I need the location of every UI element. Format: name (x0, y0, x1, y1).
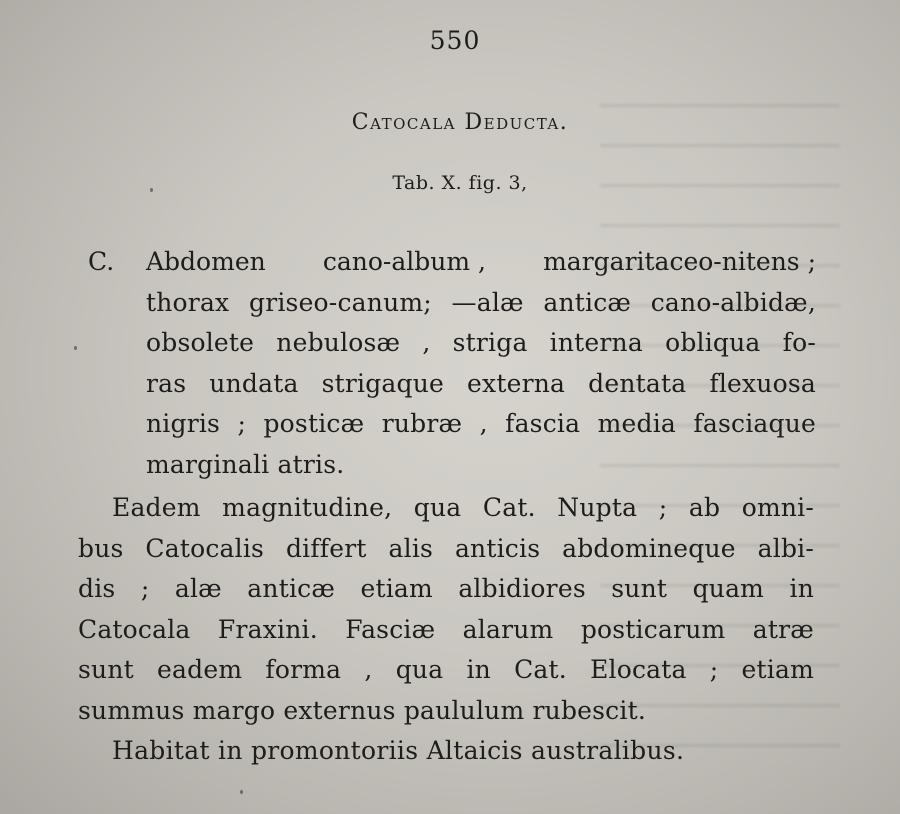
diagnosis-lines (146, 242, 816, 485)
diagnosis-marker: C. (88, 247, 115, 276)
description-paragraph (78, 488, 814, 731)
description-line: sunt eadem forma , qua in Cat. Elocata ; etiam (78, 655, 814, 684)
diagnosis-word: Abdomen (146, 247, 266, 276)
diagnosis-word: cano-album , (322, 247, 486, 276)
description-line: dis ; alæ anticæ etiam albidiores sunt quam in (78, 574, 814, 603)
description-line: Eadem magnitudine, qua Cat. Nupta ; ab omni- (112, 493, 814, 522)
description-line: summus margo externus paululum rubescit. (78, 695, 646, 725)
diagnosis-line: ras undata strigaque externa dentata flexuosa (146, 368, 816, 398)
diagnosis-line: marginali atris. (146, 449, 345, 479)
diagnosis-word: margaritaceo-nitens ; (543, 247, 816, 276)
plate-reference: Tab. X. fig. 3, (392, 172, 528, 194)
diagnosis-line: obsolete nebulosæ , striga interna obliqua fo- (146, 328, 816, 357)
ink-speck (74, 346, 77, 350)
description-line: Catocala Fraxini. Fasciæ alarum posticarum atræ (78, 614, 814, 644)
habitat-line: Habitat in promontoriis Altaicis australibus. (112, 736, 685, 765)
diagnosis-line: thorax griseo-canum; —alæ anticæ cano-albidæ, (146, 287, 816, 317)
diagnosis-line (146, 242, 816, 283)
description-line: bus Catocalis differt alis anticis abdomineque albi- (78, 533, 814, 563)
ink-speck (150, 188, 153, 192)
diagnosis-line: nigris ; posticæ rubræ , fascia media fasciaque (146, 409, 816, 438)
species-title: Catocala Deducta. (351, 110, 569, 135)
ink-speck (240, 790, 243, 794)
page-number: 550 (429, 26, 481, 55)
